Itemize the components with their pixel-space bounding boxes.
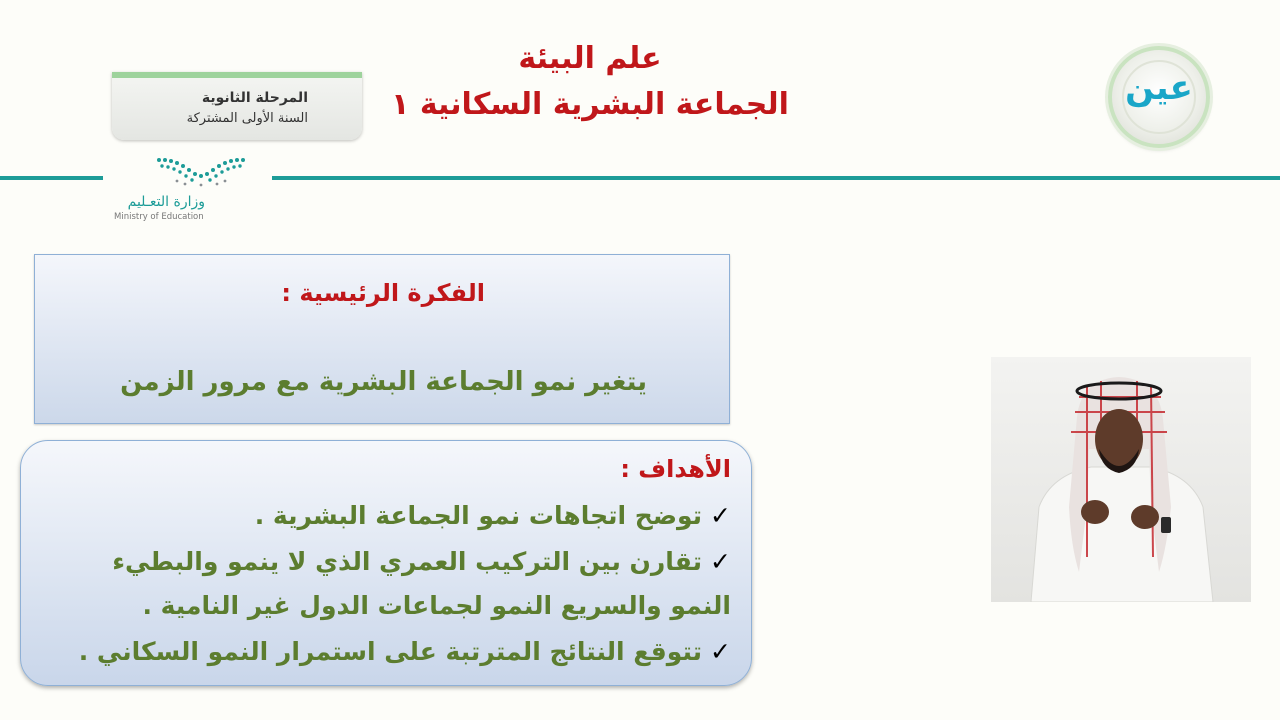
- subject-title: علم البيئة: [518, 41, 662, 76]
- lesson-title: الجماعة البشرية السكانية ١: [391, 87, 789, 122]
- goal-text: النمو والسريع النمو لجماعات الدول غير النامية .: [142, 591, 731, 620]
- header-divider-left: [0, 176, 103, 180]
- ministry-logo: [110, 150, 275, 230]
- checkmark-icon: ✓: [710, 547, 731, 576]
- ministry-dots-logo-icon: [155, 154, 247, 188]
- lesson-header: [380, 36, 800, 128]
- sign-language-interpreter-icon: [991, 357, 1251, 602]
- goal-item-continued: [142, 591, 731, 620]
- goal-item: [79, 637, 731, 666]
- main-idea-heading: الفكرة الرئيسية :: [281, 279, 485, 307]
- stage-card: [112, 72, 362, 140]
- checkmark-icon: ✓: [710, 637, 731, 666]
- goals-heading: الأهداف :: [620, 455, 731, 483]
- main-idea-box: [34, 254, 730, 424]
- goal-text: تتوقع النتائج المترتبة على استمرار النمو السكاني .: [78, 637, 703, 666]
- stage-label: المرحلة الثانوية: [201, 90, 308, 106]
- year-label: السنة الأولى المشتركة: [186, 111, 308, 126]
- goals-box: [20, 440, 752, 686]
- goal-item: [112, 547, 731, 576]
- goal-item: [255, 501, 731, 530]
- ain-logo-icon: [1108, 46, 1210, 148]
- goal-text: تقارن بين التركيب العمري الذي لا ينمو والبطيء: [112, 547, 703, 576]
- main-idea-text: يتغير نمو الجماعة البشرية مع مرور الزمن: [120, 367, 647, 397]
- ministry-name-en: Ministry of Education: [114, 212, 204, 222]
- interpreter-video-panel[interactable]: [991, 357, 1251, 602]
- checkmark-icon: ✓: [710, 501, 731, 530]
- goal-text: توضح اتجاهات نمو الجماعة البشرية .: [254, 501, 703, 530]
- ain-logo-text: عين: [1125, 68, 1193, 108]
- ministry-name-ar: وزارة التعـليم: [127, 194, 205, 210]
- header-divider-right: [272, 176, 1280, 180]
